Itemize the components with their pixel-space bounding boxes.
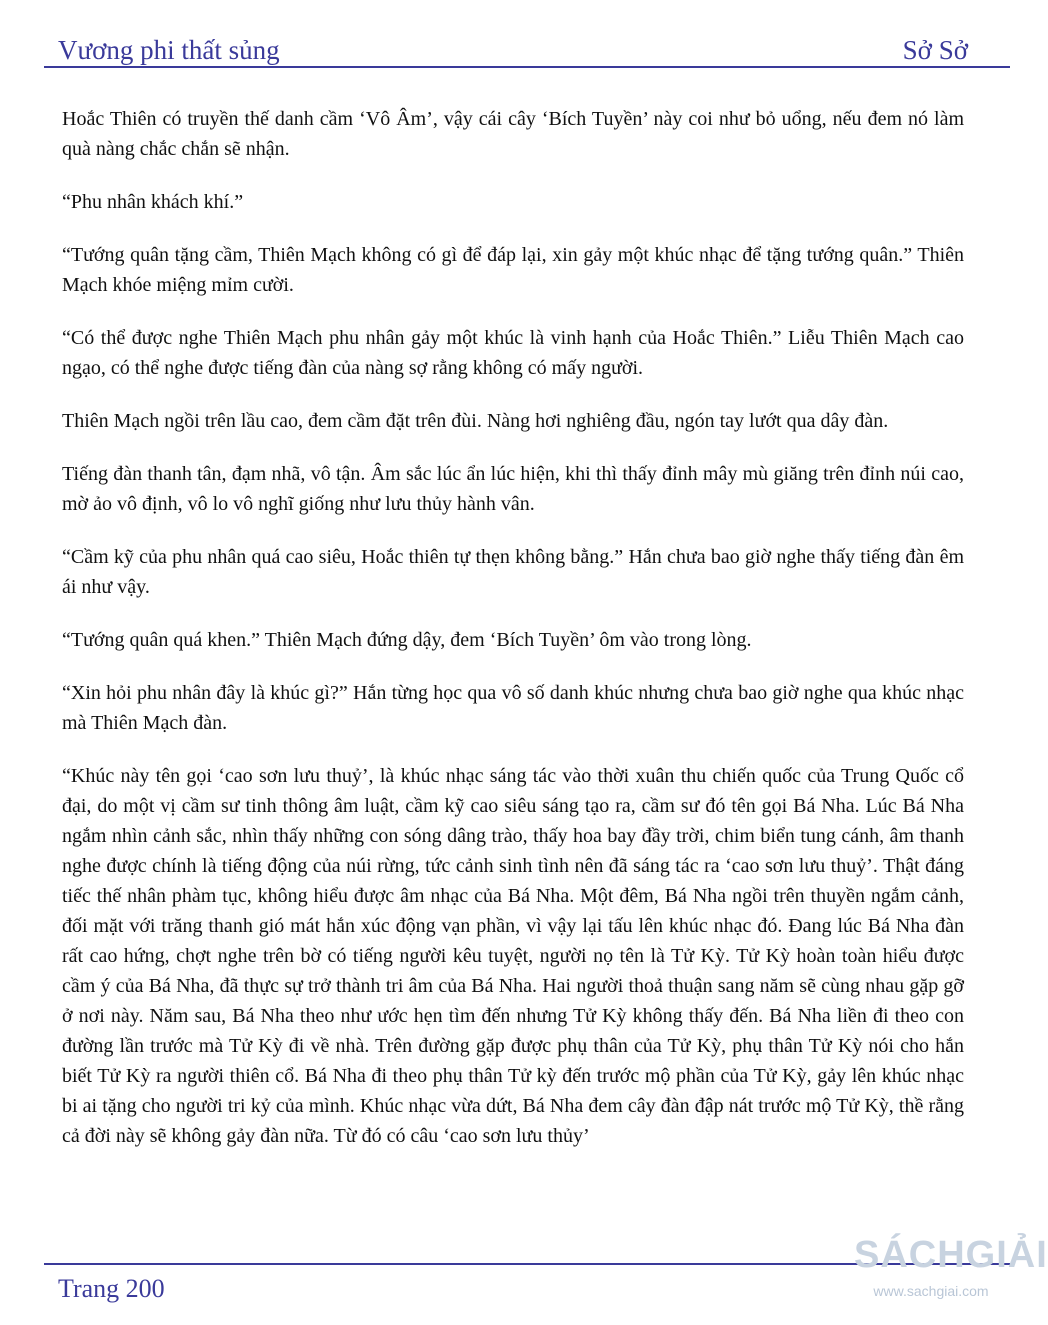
- paragraph-3: “Tướng quân tặng cầm, Thiên Mạch không có gì để đáp lại, xin gảy một khúc nhạc để tặng tướng quân.” Thiên Mạch khóe miệng mỉm cười.: [62, 244, 964, 296]
- paragraph-9: “Xin hỏi phu nhân đây là khúc gì?” Hắn từng học qua vô số danh khúc nhưng chưa bao giờ nghe qua khúc nhạc mà Thiên Mạch đàn.: [62, 682, 964, 734]
- watermark: [824, 1220, 1048, 1325]
- paragraph-7: “Cầm kỹ của phu nhân quá cao siêu, Hoắc thiên tự thẹn không bằng.” Hắn chưa bao giờ nghe thấy tiếng đàn êm ái như vậy.: [62, 546, 964, 598]
- paragraph-1: Hoắc Thiên có truyền thế danh cầm ‘Vô Âm’, vậy cái cây ‘Bích Tuyền’ này coi như bỏ uổng, nếu đem nó làm quà nàng chắc chắn sẽ nhận.: [62, 108, 964, 160]
- page-number: Trang 200: [58, 1274, 165, 1303]
- paragraph-4: “Có thể được nghe Thiên Mạch phu nhân gảy một khúc là vinh hạnh của Hoắc Thiên.” Liễu Thiên Mạch cao ngạo, có thể nghe được tiếng đàn của nàng sợ rằng không có mấy người.: [62, 327, 964, 379]
- paragraph-10: “Khúc này tên gọi ‘cao sơn lưu thuỷ’, là khúc nhạc sáng tác vào thời xuân thu chiến quốc của Trung Quốc cổ đại, do một vị cầm sư tinh thông âm luật, cầm kỹ cao siêu sáng tạo ra, cầm sư đó tên gọi Bá Nha. Lúc Bá Nha ngắm nhìn cảnh sắc, nhìn thấy những con sóng dâng trào, thấy hoa bay đầy trời, chim biển tung cánh, âm thanh nghe được chính là tiếng động của núi rừng, tức cảnh sinh tình nên đã sáng tác ra ‘cao sơn lưu thuỷ’. Thật đáng tiếc thế nhân phàm tục, không hiểu được âm nhạc của Bá Nha. Một đêm, Bá Nha ngồi trên thuyền ngắm cảnh, đối mặt với trăng thanh gió mát hắn xúc động vạn phần, vì vậy lại tấu lên khúc nhạc đó. Đang lúc Bá Nha đàn rất cao hứng, chợt nghe trên bờ có tiếng người kêu tuyệt, người nọ tên là Tử Kỳ. Tử Kỳ hoàn toàn hiểu được cầm ý của Bá Nha, đã thực sự trở thành tri âm của Bá Nha. Hai người thoả thuận sang năm sẽ cùng nhau gặp gỡ ở nơi này. Năm sau, Bá Nha theo như ước hẹn tìm đến nhưng Tử Kỳ không thấy đến. Bá Nha liền đi theo con đường lần trước mà Tử Kỳ đi về nhà. Trên đường gặp được phụ thân của Tử Kỳ, phụ thân Tử Kỳ nói cho hắn biết Tử Kỳ ra người thiên cổ. Bá Nha đi theo phụ thân Tử kỳ đến trước mộ phần của Tử Kỳ, gảy lên khúc nhạc bi ai tặng cho người tri kỷ của mình. Khúc nhạc vừa dứt, Bá Nha đem cây đàn đập nát trước mộ Tử Kỳ, thề rằng cả đời này sẽ không gảy đàn nữa. Từ đó có câu ‘cao sơn lưu thủy’: [62, 765, 964, 1147]
- page-body: [62, 104, 964, 1174]
- paragraph-5: Thiên Mạch ngồi trên lầu cao, đem cầm đặt trên đùi. Nàng hơi nghiêng đầu, ngón tay lướt qua dây đàn.: [62, 410, 889, 432]
- paragraph-6: Tiếng đàn thanh tân, đạm nhã, vô tận. Âm sắc lúc ẩn lúc hiện, khi thì thấy đỉnh mây mù giăng trên đỉnh núi cao, mờ ảo vô định, vô lo vô nghĩ giống như lưu thủy hành vân.: [62, 463, 964, 515]
- footer-divider: [44, 1263, 1010, 1265]
- book-title: Vương phi thất sủng: [58, 35, 280, 65]
- page-header: [58, 24, 968, 64]
- paragraph-2: “Phu nhân khách khí.”: [62, 191, 244, 213]
- watermark-url: www.sachgiai.com: [873, 1283, 989, 1299]
- header-divider: [44, 66, 1010, 68]
- paragraph-8: “Tướng quân quá khen.” Thiên Mạch đứng dậy, đem ‘Bích Tuyền’ ôm vào trong lòng.: [62, 629, 752, 651]
- author-name: Sở Sở: [902, 35, 968, 65]
- watermark-logo: SÁCHGIẢI: [854, 1234, 1048, 1276]
